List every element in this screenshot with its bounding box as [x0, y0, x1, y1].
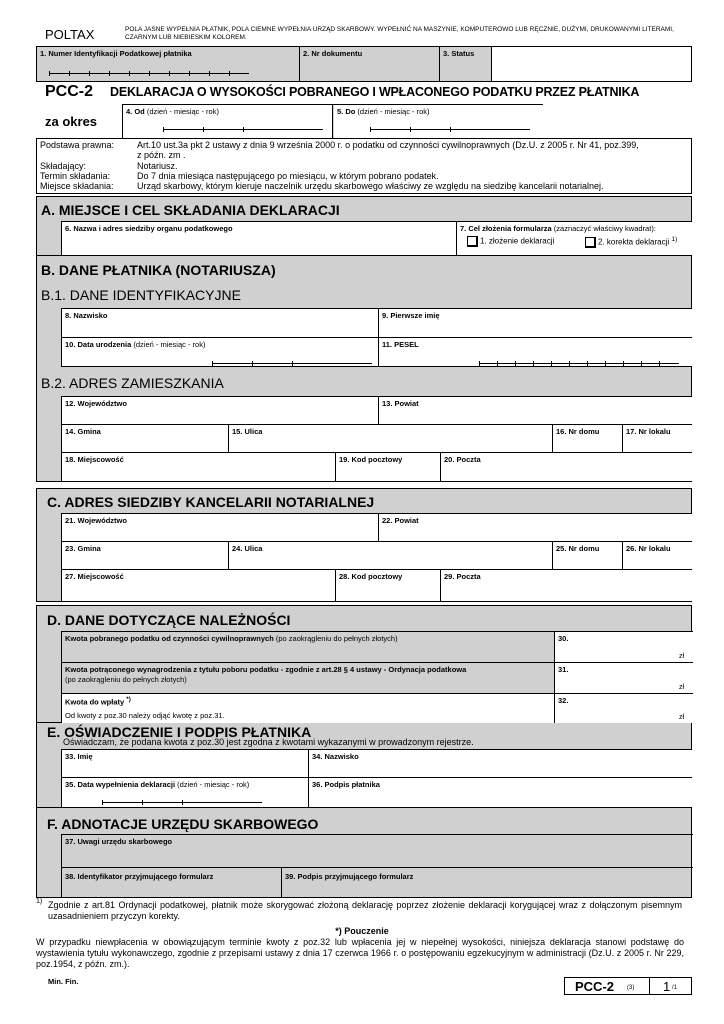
nip-ticks: [49, 69, 249, 74]
footer-divider: [649, 978, 650, 994]
section-b-title: B. DANE PŁATNIKA (NOTARIUSZA): [41, 262, 276, 278]
section-c: [36, 488, 692, 602]
pesel-ticks: [479, 359, 679, 364]
section-b1-title: B.1. DANE IDENTYFIKACYJNE: [41, 287, 241, 303]
field-22-label: 22. Powiat: [382, 516, 419, 525]
section-a-title: A. MIEJSCE I CEL SKŁADANIA DEKLARACJI: [41, 202, 340, 218]
county-field[interactable]: [378, 396, 692, 425]
to-date-ticks: [370, 125, 530, 130]
field-7-hint: (zaznaczyć właściwy kwadrat):: [551, 224, 656, 233]
amount-row-31: [61, 662, 693, 693]
legal-info-box: [36, 138, 692, 194]
checkbox-submit[interactable]: [467, 236, 478, 247]
form-title: DEKLARACJA O WYSOKOŚCI POBRANEGO I WPŁACONEGO PODATKU PRZEZ PŁATNIKA: [110, 85, 640, 99]
pouczenie-text: W przypadku niewpłacenia w obowiązującym terminie kwoty z poz.32 lub wpłacenia jej w niepełnej wysokości, niniejsza deklaracja stanowi podstawę do wystawienia tytułu wykonawczego, zgodnie z przepisami ustawy z dnia 17 czerwca 1966 r. o postępowaniu egzekucyjnym w administracji (Dz.U. z 2005 r. Nr 229, poz.1954, z późn. zm.).: [36, 937, 684, 969]
pesel-field[interactable]: [378, 337, 692, 367]
commune-field[interactable]: [61, 424, 228, 453]
field-2-label: 2. Nr dokumentu: [303, 49, 363, 58]
fill-date-ticks: [102, 798, 262, 803]
footnote-1-mark: 1): [36, 898, 43, 905]
header-row: [36, 46, 692, 82]
section-e-title: E. OŚWIADCZENIE I PODPIS PŁATNIKA: [47, 724, 312, 740]
period-to-field[interactable]: [334, 105, 544, 138]
office-apartment-number-field[interactable]: [622, 541, 692, 570]
field-1-label: 1. Numer Identyfikacji Podatkowej płatnika: [40, 49, 192, 58]
field-31-label: 31.: [558, 665, 569, 674]
office-remarks-field: [61, 834, 693, 868]
row-31-hint: (po zaokrągleniu do pełnych złotych): [65, 675, 187, 684]
field-16-label: 16. Nr domu: [556, 427, 600, 436]
street-field[interactable]: [228, 424, 552, 453]
field-24-label: 24. Ulica: [232, 544, 263, 553]
receiver-signature-field: [281, 867, 693, 898]
field-25-label: 25. Nr domu: [556, 544, 600, 553]
field-7-label: 7. Cel złożenia formularza: [460, 224, 552, 233]
birth-date-field[interactable]: [61, 337, 378, 367]
field-34-label: 34. Nazwisko: [312, 752, 359, 761]
miejsce-label: Miejsce składania:: [40, 181, 114, 191]
pouczenie-title: *) Pouczenie: [335, 926, 389, 936]
field-30-label: 30.: [558, 634, 569, 643]
office-county-field[interactable]: [378, 513, 692, 542]
podstawa-label: Podstawa prawna:: [40, 140, 115, 150]
nip-field[interactable]: [37, 47, 300, 81]
amount-row-30: [61, 631, 693, 662]
footer-form-code: PCC-2: [575, 979, 615, 994]
fill-date-field[interactable]: [61, 777, 308, 807]
option-correction-label: 2. korekta deklaracji: [598, 237, 670, 247]
termin-label: Termin składania:: [40, 171, 111, 181]
zl-32: zł: [678, 714, 684, 721]
section-c-title: C. ADRES SIEDZIBY KANCELARII NOTARIALNEJ: [47, 494, 375, 510]
section-e: [36, 723, 692, 808]
zl-30: zł: [678, 653, 684, 660]
field-32-label: 32.: [558, 696, 569, 705]
office-post-office-field[interactable]: [440, 569, 692, 601]
field-8-label: 8. Nazwisko: [65, 311, 108, 320]
fill-instruction: POLA JASNE WYPEŁNIA PŁATNIK, POLA CIEMNE WYPEŁNIA URZĄD SKARBOWY. WYPEŁNIĆ NA MASZYNIE, KOMPUTEROWO LUB RĘCZNIE, DUŻYMI, DRUKOWANYMI LITERAMI, CZARNYM LUB NIEBIESKIM KOLOREM.: [125, 26, 674, 41]
poltax-label: POLTAX: [45, 27, 95, 42]
tax-office-field[interactable]: [61, 221, 457, 255]
office-postal-code-field[interactable]: [335, 569, 440, 601]
field-35-hint: (dzień - miesiąc - rok): [175, 780, 250, 789]
field-20-label: 20. Poczta: [444, 455, 481, 464]
statement-text: Oświadczam, że podana kwota z poz.30 jest zgodna z kwotami wykazanymi w prowadzonym rejestrze.: [63, 737, 474, 747]
section-f: [36, 808, 692, 898]
zl-31: zł: [678, 684, 684, 691]
office-voivodeship-field[interactable]: [61, 513, 378, 542]
field-36-label: 36. Podpis płatnika: [312, 780, 380, 789]
field-14-label: 14. Gmina: [65, 427, 101, 436]
field-37-label: 37. Uwagi urzędu skarbowego: [65, 837, 173, 846]
row-31-label: Kwota potrąconego wynagrodzenia z tytułu poboru podatku - zgodnie z art.28 § 4 ustawy - Ordynacja podatkowa: [65, 665, 467, 674]
signer-first-name-field[interactable]: [61, 749, 308, 778]
option-correction[interactable]: [585, 236, 677, 248]
field-23-label: 23. Gmina: [65, 544, 101, 553]
house-number-field[interactable]: [552, 424, 622, 453]
field-9-label: 9. Pierwsze imię: [382, 311, 440, 320]
skladajacy-text: Notariusz.: [137, 161, 178, 171]
field-3-label: 3. Status: [443, 49, 475, 58]
amount-row-32: [61, 693, 693, 723]
postal-code-field[interactable]: [335, 452, 440, 481]
form-code: PCC-2: [45, 83, 94, 100]
termin-text: Do 7 dnia miesiąca następującego po miesiącu, w którym pobrano podatek.: [137, 171, 439, 181]
section-f-title: F. ADNOTACJE URZĘDU SKARBOWEGO: [47, 816, 319, 832]
post-office-field[interactable]: [440, 452, 692, 481]
row-32-hint: Od kwoty z poz.30 należy odjąć kwotę z poz.31.: [65, 711, 225, 720]
row-32-footnote: *): [126, 696, 131, 703]
purpose-field: [457, 221, 692, 255]
amount-31-field[interactable]: [554, 663, 694, 693]
field-4-label: 4. Od: [126, 107, 145, 116]
city-field[interactable]: [61, 452, 335, 481]
za-okres-label: za okres: [45, 114, 98, 129]
field-10-label: 10. Data urodzenia: [65, 340, 132, 349]
field-28-label: 28. Kod pocztowy: [339, 572, 403, 581]
section-b: [36, 256, 692, 482]
field-29-label: 29. Poczta: [444, 572, 481, 581]
field-38-label: 38. Identyfikator przyjmującego formularz: [65, 872, 214, 881]
field-17-label: 17. Nr lokalu: [626, 427, 671, 436]
office-house-number-field[interactable]: [552, 541, 622, 570]
apartment-number-field[interactable]: [622, 424, 692, 453]
field-5-hint: (dzień - miesiąc - rok): [355, 107, 430, 116]
row-30-label: Kwota pobranego podatku od czynności cywilnoprawnych: [65, 634, 274, 643]
footer-form-version: (3): [627, 985, 635, 991]
option-submit-label: 1. złożenie deklaracji: [480, 236, 555, 246]
office-commune-field[interactable]: [61, 541, 228, 570]
period-box: [122, 104, 543, 139]
footer-page: 1: [663, 979, 671, 994]
period-from-field[interactable]: [123, 105, 333, 138]
field-5-label: 5. Do: [337, 107, 356, 116]
miejsce-text: Urząd skarbowy, którym kieruje naczelnik urzędu skarbowego właściwy ze względu na siedzibę kancelarii notarialnej.: [137, 181, 604, 191]
ministry-label: Min. Fin.: [48, 977, 79, 986]
row-30-hint: (po zaokrągleniu do pełnych złotych): [273, 634, 398, 643]
section-b2-title: B.2. ADRES ZAMIESZKANIA: [41, 375, 224, 391]
field-12-label: 12. Województwo: [65, 399, 127, 408]
receiver-id-field: [61, 867, 281, 898]
signer-surname-field[interactable]: [308, 749, 692, 778]
podstawa-text: Art.10 ust.3a pkt 2 ustawy z dnia 9 września 2000 r. o podatku od czynności cywilnoprawnych (Dz.U. z 2005 r. Nr 41, poz.399,: [137, 140, 639, 150]
option-correction-footnote: 1): [671, 236, 678, 243]
surname-field[interactable]: [61, 308, 378, 338]
field-19-label: 19. Kod pocztowy: [339, 455, 403, 464]
option-submit[interactable]: [467, 236, 554, 247]
field-26-label: 26. Nr lokalu: [626, 544, 671, 553]
office-city-field[interactable]: [61, 569, 335, 601]
field-33-label: 33. Imię: [65, 752, 93, 761]
field-15-label: 15. Ulica: [232, 427, 263, 436]
field-27-label: 27. Miejscowość: [65, 572, 124, 581]
field-11-label: 11. PESEL: [382, 340, 419, 349]
field-39-label: 39. Podpis przyjmującego formularz: [285, 872, 414, 881]
section-d: [36, 605, 692, 723]
field-21-label: 21. Województwo: [65, 516, 127, 525]
amount-32-field[interactable]: [554, 694, 694, 723]
field-35-label: 35. Data wypełnienia deklaracji: [65, 780, 176, 789]
voivodeship-field[interactable]: [61, 396, 378, 425]
status-field[interactable]: [440, 47, 492, 81]
section-a: [36, 196, 692, 256]
field-4-hint: (dzień - miesiąc - rok): [144, 107, 219, 116]
podstawa-text-2: z późn. zm .: [137, 150, 186, 160]
amount-30-field[interactable]: [554, 632, 694, 662]
office-street-field[interactable]: [228, 541, 552, 570]
row-32-label: Kwota do wpłaty: [65, 697, 127, 707]
birth-date-ticks: [212, 359, 372, 364]
first-name-field[interactable]: [378, 308, 692, 338]
checkbox-correction[interactable]: [585, 237, 596, 248]
footer-form-box: [564, 977, 692, 995]
field-18-label: 18. Miejscowość: [65, 455, 124, 464]
field-10-hint: (dzień - miesiąc - rok): [131, 340, 206, 349]
from-date-ticks: [163, 125, 323, 130]
signer-signature-field[interactable]: [308, 777, 692, 807]
field-6-label: 6. Nazwa i adres siedziby organu podatkowego: [65, 224, 233, 233]
skladajacy-label: Składający:: [40, 161, 87, 171]
footer-page-total: /1: [672, 985, 678, 991]
section-d-title: D. DANE DOTYCZĄCE NALEŻNOŚCI: [47, 612, 291, 628]
footnote-1-text: Zgodnie z art.81 Ordynacji podatkowej, płatnik może skorygować złożoną deklarację poprzez złożenie deklaracji korygującej wraz z dołączonym pisemnym uzasadnieniem przyczyn korekty.: [48, 900, 682, 921]
field-13-label: 13. Powiat: [382, 399, 419, 408]
doc-number-field[interactable]: [300, 47, 440, 81]
